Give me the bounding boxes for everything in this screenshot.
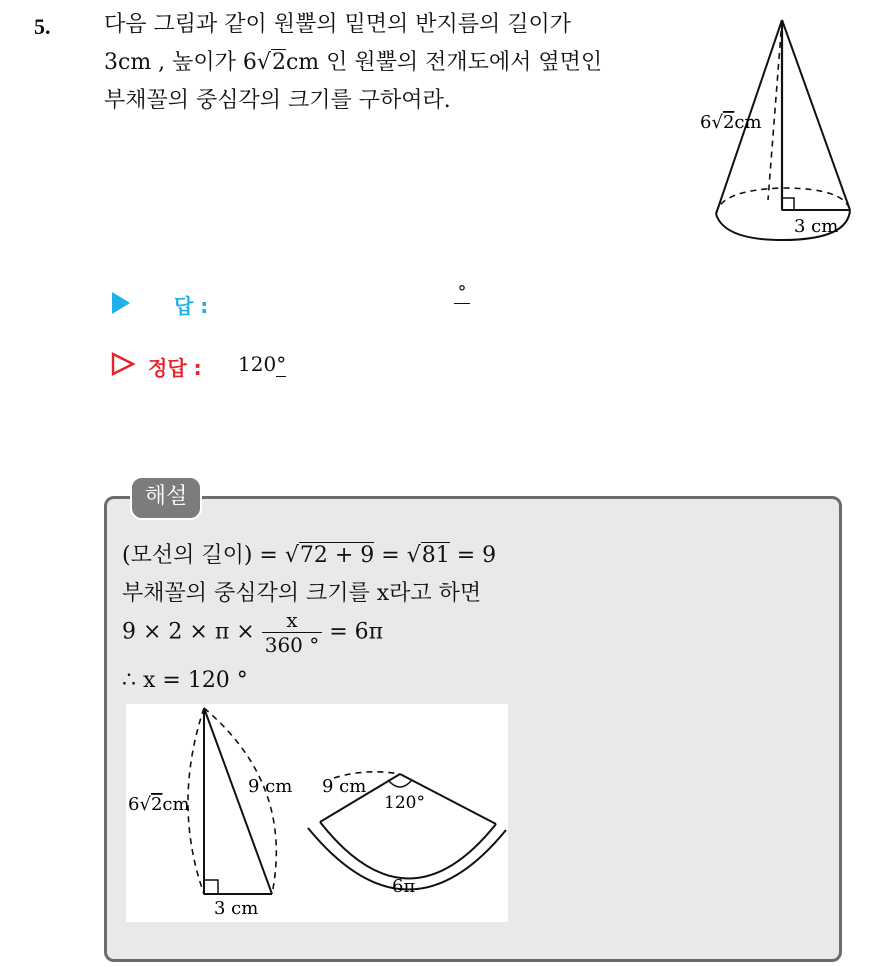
question-line-2: 3cm , 높이가 6√2cm 인 원뿔의 전개도에서 옆면인: [104, 50, 603, 75]
solution-line-4: ∴ x = 120 °: [122, 668, 248, 693]
cone-height-label: 6√2cm: [700, 112, 762, 133]
sector-radius-label: 9 cm: [322, 776, 367, 797]
sector-angle-label: 120°: [384, 793, 425, 813]
question-line-1: 다음 그림과 같이 원뿔의 밑면의 반지름의 길이가: [104, 12, 572, 37]
answer-marker-icon: [112, 292, 130, 314]
cone-figure: [690, 14, 860, 244]
solution-line-1: (모선의 길이) = √72 + 9 = √81 = 9: [122, 543, 497, 568]
correct-value: 120°: [238, 352, 287, 376]
correct-marker-icon: [110, 352, 136, 376]
solution-tab: 해설: [130, 476, 202, 520]
solution-line-3: 9 × 2 × π × $\frac{x}{360 ^\circ}$ = 6π: [122, 608, 384, 657]
solution-line-2: 부채꼴의 중심각의 크기를 x라고 하면: [122, 581, 482, 606]
triangle-base-label: 3 cm: [214, 898, 259, 919]
triangle-height-label: 6√2cm: [128, 794, 190, 815]
question-line-3: 부채꼴의 중심각의 크기를 구하여라.: [104, 88, 451, 113]
answer-unit: °: [454, 282, 470, 304]
answer-label: 답 :: [174, 294, 209, 318]
sector-arc-label: 6π: [392, 876, 416, 897]
correct-label: 정답 :: [148, 356, 202, 380]
triangle-slant-label: 9 cm: [248, 776, 293, 797]
fraction: $\frac{x}{360 ^\circ}$: [262, 608, 323, 657]
cone-radius-label: 3 cm: [794, 216, 839, 237]
question-number: 5.: [34, 14, 51, 39]
solution-figures: [126, 704, 508, 922]
